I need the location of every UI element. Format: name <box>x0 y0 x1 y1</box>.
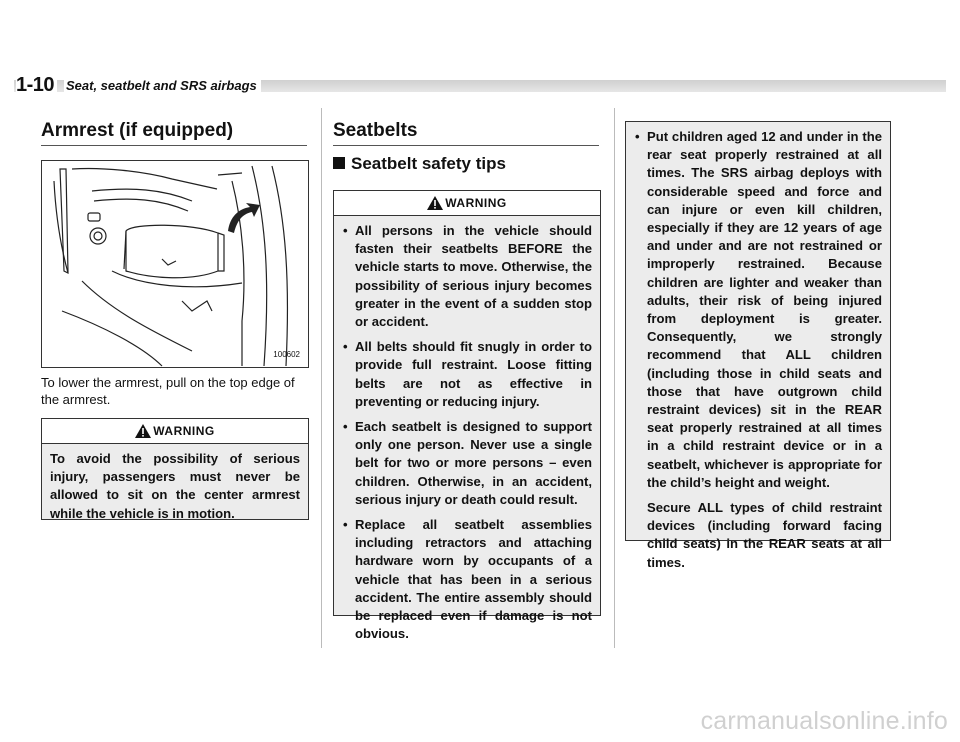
watermark: carmanualsonline.info <box>700 707 948 735</box>
figure-id: 100602 <box>273 350 300 359</box>
bullet-icon: • <box>343 223 348 238</box>
list-item-text: All persons in the vehicle should fasten their seatbelts BEFORE the vehicle starts to move. Otherwise, the possibility of serious injury becomes greater in the event of a sudden stop or accident. <box>355 223 592 330</box>
page-header <box>14 76 946 98</box>
warning-list <box>634 128 882 492</box>
seatbelts-heading: Seatbelts <box>333 120 418 141</box>
column-divider-1 <box>321 108 322 648</box>
square-bullet-icon <box>333 157 345 169</box>
seatbelt-tips-heading <box>333 154 506 174</box>
list-item-text: All belts should fit snugly in order to provide full restraint. Loose fitting belts are not as effective in preventing or reducing injury. <box>355 339 592 409</box>
bullet-icon: • <box>343 419 348 435</box>
list-item <box>342 516 592 643</box>
list-item-text: Each seatbelt is designed to support only one person. Never use a single belt for two or more persons – even children. Otherwise, in an accident, serious injury or death could result. <box>355 419 592 507</box>
armrest-illustration <box>41 160 309 368</box>
list-item <box>342 418 592 509</box>
chapter-title: Seat, seatbelt and SRS airbags <box>64 78 261 93</box>
warning-body <box>626 122 890 578</box>
warning-header <box>42 419 308 444</box>
list-item <box>342 222 592 331</box>
bullet-icon: • <box>343 517 348 533</box>
warning-triangle-icon <box>427 196 443 210</box>
warning-body <box>334 216 600 656</box>
armrest-instruction: To lower the armrest, pull on the top edge of the armrest. <box>41 375 295 407</box>
warning-label: WARNING <box>153 424 215 438</box>
armrest-drawing <box>42 161 308 367</box>
bullet-icon: • <box>343 339 348 355</box>
page-number: 1-10 <box>16 74 57 97</box>
list-item-text: Put children aged 12 and under in the rear seat properly restrained at all times. The SRS airbag deploys with considerable speed and force and can injure or even kill children, especially if they are 12 years of age and under and are not restrained or improperly restrained. Because children are lighter and weaker than adults, their risk of being injured from deployment is greater. Consequently, we strongly recommend that ALL children (including those in child seats and those that have outgrown child restraint devices) sit in the REAR seat properly restrained at all times in a child restraint device or in a seatbelt, whichever is appropriate for the child’s height and weight. <box>647 129 882 490</box>
seatbelt-tips-label: Seatbelt safety tips <box>351 154 506 173</box>
warning-list <box>342 222 592 643</box>
list-item <box>342 338 592 411</box>
warning-header <box>334 191 600 216</box>
warning-body <box>42 444 308 529</box>
bullet-icon: • <box>635 129 640 144</box>
list-item-text: Replace all seatbelt assemblies including retractors and attaching hardware worn by occupants of a vehicle that has been in a serious accident. The entire assembly should be replaced even if damage is not obvious. <box>355 517 592 642</box>
armrest-warning-box <box>41 418 309 520</box>
column-divider-2 <box>614 108 615 648</box>
armrest-heading: Armrest (if equipped) <box>41 120 234 141</box>
seatbelt-warning-box <box>333 190 601 642</box>
child-safety-warning-box <box>625 121 891 570</box>
armrest-heading-rule <box>41 145 307 146</box>
warning-text: To avoid the possibility of serious injury, passengers must never be allowed to sit on the center armrest while the vehicle is in motion. <box>50 451 300 521</box>
warning-label: WARNING <box>445 196 507 210</box>
list-item <box>634 128 882 492</box>
warning-note: Secure ALL types of child restraint devices (including forward facing child seats) in the REAR seats at all times. <box>647 500 882 570</box>
seatbelts-heading-rule <box>333 145 599 146</box>
warning-triangle-icon <box>135 424 151 438</box>
